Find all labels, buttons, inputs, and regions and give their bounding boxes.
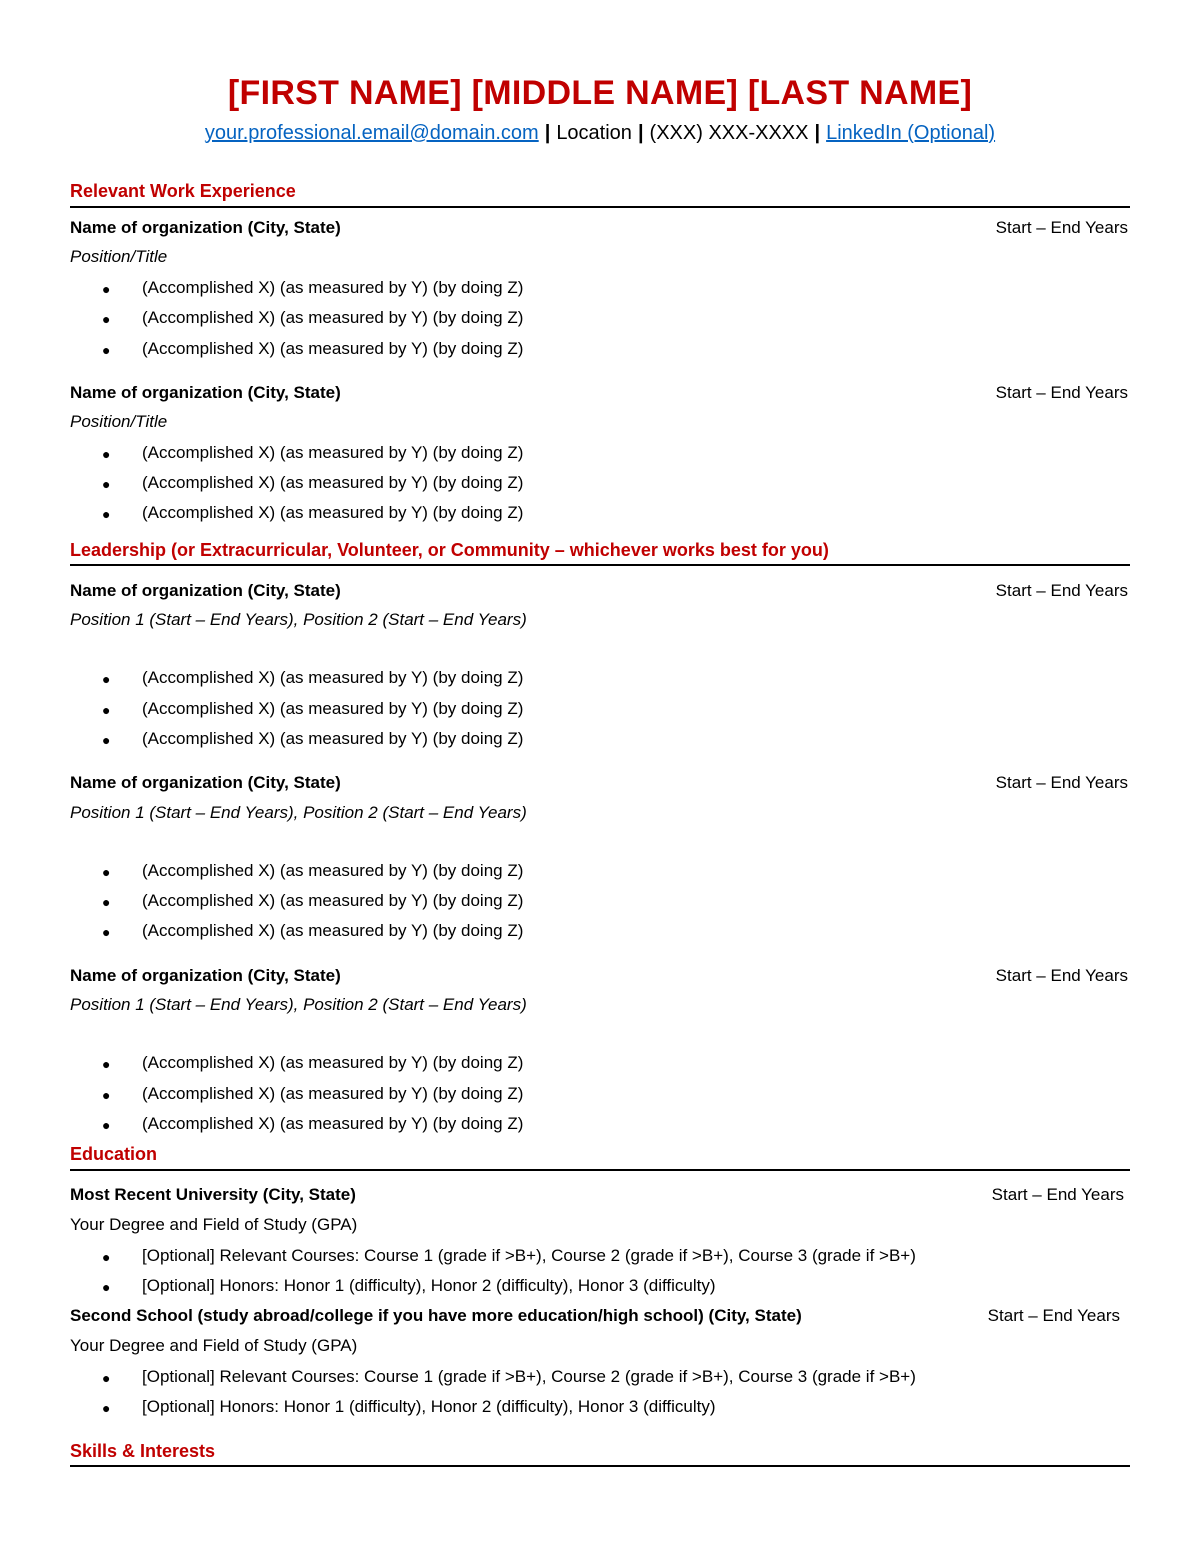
position-title: Position/Title bbox=[70, 412, 168, 431]
phone-text: (XXX) XXX-XXXX bbox=[649, 122, 809, 144]
date-range: Start – End Years bbox=[995, 383, 1128, 402]
bullet-icon: ● bbox=[102, 1087, 111, 1103]
separator: | bbox=[637, 122, 644, 144]
leadership-entry-header bbox=[70, 966, 1128, 988]
bullet-icon: ● bbox=[102, 1370, 111, 1386]
leadership-entry-header bbox=[70, 773, 1128, 795]
organization-name: Name of organization (City, State) bbox=[70, 773, 341, 792]
bullet-icon: ● bbox=[102, 1249, 111, 1265]
section-title-leadership: Leadership (or Extracurricular, Volunteer, or Community – whichever works best for you) bbox=[70, 540, 829, 560]
date-range: Start – End Years bbox=[991, 1185, 1124, 1204]
position-title: Position/Title bbox=[70, 247, 168, 266]
bullet-icon: ● bbox=[102, 732, 111, 748]
date-range: Start – End Years bbox=[995, 581, 1128, 600]
degree-text: Your Degree and Field of Study (GPA) bbox=[70, 1215, 358, 1234]
work-entry-header bbox=[70, 218, 1128, 240]
work-entry-header bbox=[70, 383, 1128, 405]
contact-line bbox=[70, 122, 1130, 145]
bullet-icon: ● bbox=[102, 671, 111, 687]
section-divider bbox=[70, 206, 1130, 208]
education-entry-header bbox=[70, 1185, 1128, 1207]
school-name: Most Recent University (City, State) bbox=[70, 1185, 356, 1204]
linkedin-link[interactable]: LinkedIn (Optional) bbox=[826, 122, 996, 144]
date-range: Start – End Years bbox=[995, 218, 1128, 237]
date-range: Start – End Years bbox=[987, 1306, 1120, 1325]
email-link[interactable]: your.professional.email@domain.com bbox=[204, 122, 539, 144]
organization-name: Name of organization (City, State) bbox=[70, 581, 341, 600]
bullet-icon: ● bbox=[102, 1279, 111, 1295]
bullet-icon: ● bbox=[102, 864, 111, 880]
education-entry-header bbox=[70, 1306, 1128, 1328]
section-title-skills: Skills & Interests bbox=[70, 1441, 216, 1461]
bullet-icon: ● bbox=[102, 1117, 111, 1133]
bullet-icon: ● bbox=[102, 342, 111, 358]
separator: | bbox=[544, 122, 551, 144]
bullet-icon: ● bbox=[102, 476, 111, 492]
bullet-icon: ● bbox=[102, 1056, 111, 1072]
bullet-icon: ● bbox=[102, 894, 111, 910]
leadership-entry-header bbox=[70, 581, 1128, 603]
organization-name: Name of organization (City, State) bbox=[70, 966, 341, 985]
position-title: Position 1 (Start – End Years), Position 2 (Start – End Years) bbox=[70, 803, 527, 822]
section-divider bbox=[70, 1169, 1130, 1171]
section-title-education: Education bbox=[70, 1144, 158, 1164]
section-title-work: Relevant Work Experience bbox=[70, 181, 296, 201]
bullet-icon: ● bbox=[102, 702, 111, 718]
bullet-icon: ● bbox=[102, 506, 111, 522]
bullet-icon: ● bbox=[102, 281, 111, 297]
position-title: Position 1 (Start – End Years), Position 2 (Start – End Years) bbox=[70, 995, 527, 1014]
bullet-icon: ● bbox=[102, 311, 111, 327]
organization-name: Name of organization (City, State) bbox=[70, 383, 341, 402]
organization-name: Name of organization (City, State) bbox=[70, 218, 341, 237]
bullet-icon: ● bbox=[102, 1400, 111, 1416]
date-range: Start – End Years bbox=[995, 966, 1128, 985]
resume-name: [FIRST NAME] [MIDDLE NAME] [LAST NAME] bbox=[227, 74, 973, 112]
location-text: Location bbox=[556, 122, 632, 144]
separator: | bbox=[814, 122, 821, 144]
position-title: Position 1 (Start – End Years), Position 2 (Start – End Years) bbox=[70, 610, 527, 629]
section-divider bbox=[70, 564, 1130, 566]
section-divider bbox=[70, 1465, 1130, 1467]
school-name: Second School (study abroad/college if you have more education/high school) (City, State) bbox=[70, 1306, 802, 1325]
bullet-icon: ● bbox=[102, 924, 111, 940]
bullet-icon: ● bbox=[102, 446, 111, 462]
date-range: Start – End Years bbox=[995, 773, 1128, 792]
degree-text: Your Degree and Field of Study (GPA) bbox=[70, 1336, 358, 1355]
